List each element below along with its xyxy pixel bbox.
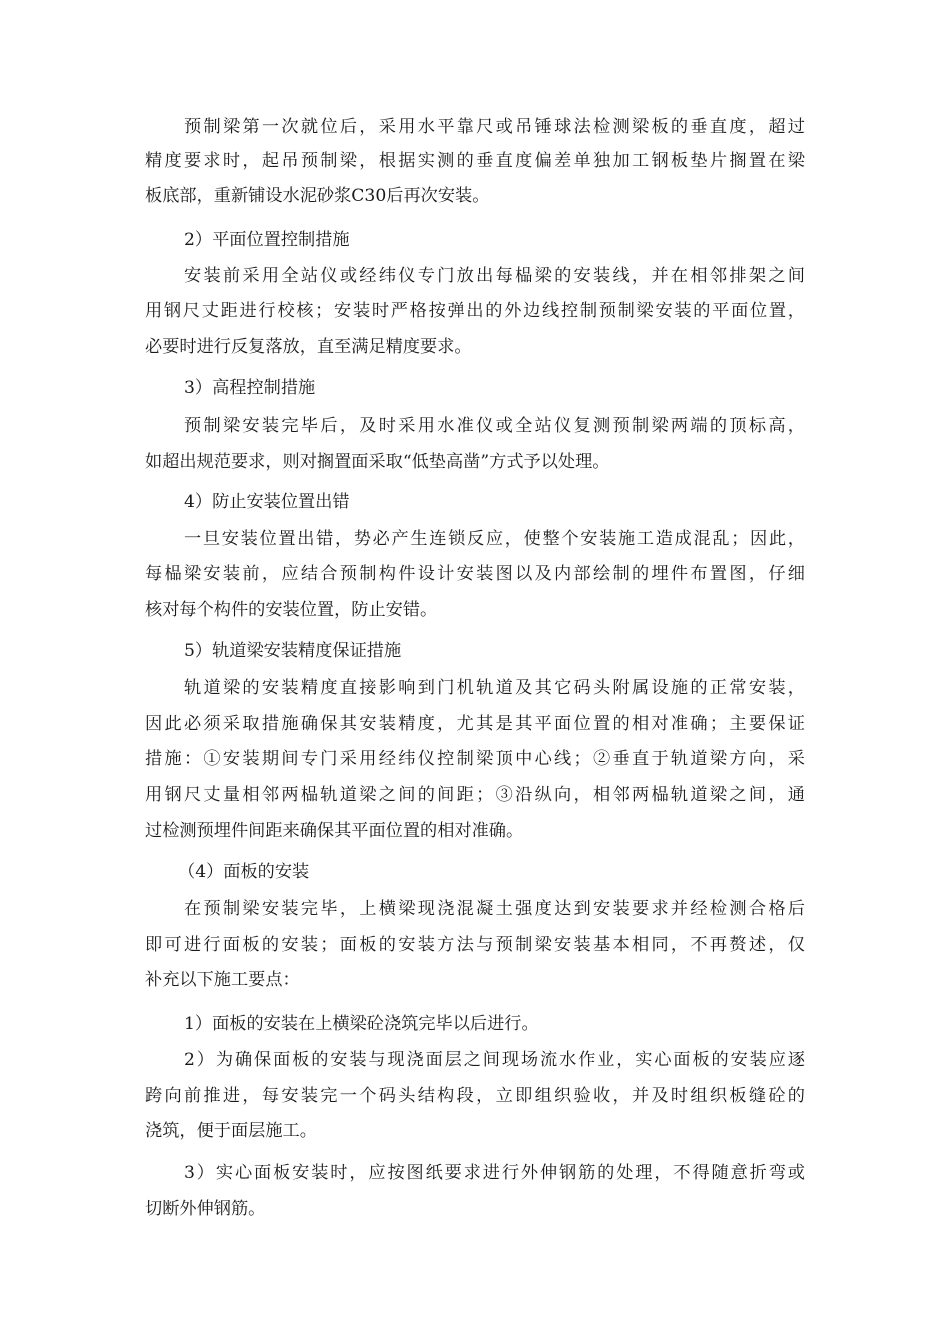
section-heading: 4）防止安装位置出错: [184, 492, 350, 512]
list-item: 1）面板的安装在上横梁砼浇筑完毕以后进行。: [184, 1014, 539, 1034]
paragraph-line: 即可进行面板的安装；面板的安装方法与预制梁安装基本相同，不再赘述，仅: [145, 935, 805, 955]
paragraph-line: 轨道梁的安装精度直接影响到门机轨道及其它码头附属设施的正常安装，: [184, 678, 805, 698]
section-heading: 3）高程控制措施: [184, 378, 316, 398]
paragraph-line: 切断外伸钢筋。: [145, 1199, 266, 1219]
list-item: 2）为确保面板的安装与现浇面层之间现场流水作业，实心面板的安装应逐: [184, 1050, 805, 1070]
paragraph-line: 在预制梁安装完毕，上横梁现浇混凝土强度达到安装要求并经检测合格后: [184, 899, 805, 919]
paragraph-line: 一旦安装位置出错，势必产生连锁反应，使整个安装施工造成混乱；因此，: [184, 529, 805, 549]
paragraph-line: 核对每个构件的安装位置，防止安错。: [145, 600, 438, 620]
paragraph-line: 必要时进行反复落放，直至满足精度要求。: [145, 337, 472, 357]
paragraph-line: 过检测预埋件间距来确保其平面位置的相对准确。: [145, 821, 524, 841]
section-heading: （4）面板的安装: [178, 862, 310, 882]
paragraph-line: 因此必须采取措施确保其安装精度，尤其是其平面位置的相对准确；主要保证: [145, 714, 805, 734]
paragraph-line: 安装前采用全站仪或经纬仪专门放出每榀梁的安装线，并在相邻排架之间: [184, 266, 805, 286]
paragraph-line: 用钢尺丈量相邻两榀轨道梁之间的间距；③沿纵向，相邻两榀轨道梁之间，通: [145, 785, 805, 805]
paragraph-line: 措施：①安装期间专门采用经纬仪控制梁顶中心线；②垂直于轨道梁方向，采: [145, 749, 805, 769]
paragraph-line: 如超出规范要求，则对搁置面采取“低垫高凿”方式予以处理。: [145, 452, 610, 472]
list-item: 3）实心面板安装时，应按图纸要求进行外伸钢筋的处理，不得随意折弯或: [184, 1163, 805, 1183]
paragraph-line: 板底部，重新铺设水泥砂浆C30后再次安装。: [145, 186, 490, 206]
section-heading: 2）平面位置控制措施: [184, 230, 350, 250]
paragraph-line: 用钢尺丈距进行校核；安装时严格按弹出的外边线控制预制梁安装的平面位置，: [145, 301, 805, 321]
paragraph-line: 预制梁安装完毕后，及时采用水准仪或全站仪复测预制梁两端的顶标高，: [184, 416, 805, 436]
paragraph-line: 预制梁第一次就位后，采用水平靠尺或吊锤球法检测梁板的垂直度，超过: [184, 117, 805, 137]
paragraph-line: 跨向前推进，每安装完一个码头结构段，立即组织验收，并及时组织板缝砼的: [145, 1086, 805, 1106]
paragraph-line: 精度要求时，起吊预制梁，根据实测的垂直度偏差单独加工钢板垫片搁置在梁: [145, 151, 805, 171]
section-heading: 5）轨道梁安装精度保证措施: [184, 641, 402, 661]
paragraph-line: 每榀梁安装前，应结合预制构件设计安装图以及内部绘制的埋件布置图，仔细: [145, 564, 805, 584]
paragraph-line: 浇筑，便于面层施工。: [145, 1121, 317, 1141]
paragraph-line: 补充以下施工要点：: [145, 970, 300, 990]
